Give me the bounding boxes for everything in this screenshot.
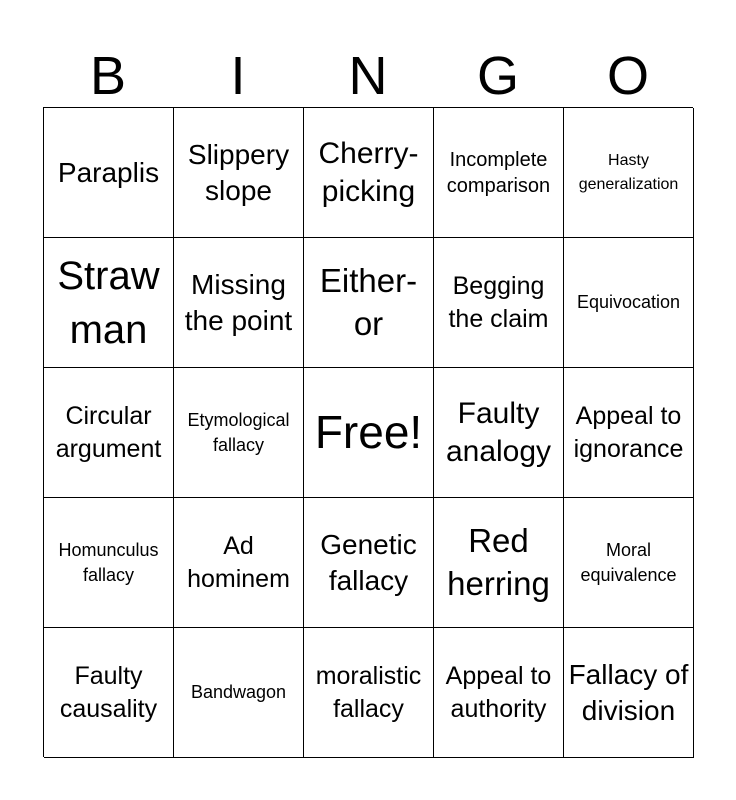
bingo-cell[interactable] xyxy=(434,238,564,368)
cell-label: Bandwagon xyxy=(190,682,287,703)
bingo-cell[interactable] xyxy=(174,108,304,238)
bingo-cell[interactable] xyxy=(174,628,304,758)
bingo-cell[interactable] xyxy=(44,368,174,498)
bingo-cell[interactable] xyxy=(304,108,434,238)
cell-label: Slippery slope xyxy=(187,138,290,206)
bingo-cell[interactable] xyxy=(434,628,564,758)
cell-label: Begging the claim xyxy=(448,272,549,333)
header-letter-i: I xyxy=(230,46,246,106)
bingo-cell[interactable] xyxy=(174,238,304,368)
bingo-board xyxy=(43,107,693,757)
bingo-cell[interactable] xyxy=(174,498,304,628)
cell-label: Circular argument xyxy=(55,402,162,463)
cell-label: Ad hominem xyxy=(187,532,290,593)
bingo-cell[interactable] xyxy=(564,368,694,498)
bingo-cell[interactable] xyxy=(44,498,174,628)
cell-label: Cherry-picking xyxy=(318,137,419,208)
bingo-cell[interactable] xyxy=(564,498,694,628)
cell-label: Faulty causality xyxy=(59,662,158,723)
free-space-label: Free! xyxy=(314,406,423,459)
cell-label: Appeal to authority xyxy=(445,662,552,723)
cell-label: Equivocation xyxy=(576,292,681,313)
bingo-cell[interactable] xyxy=(564,238,694,368)
header-letter-g: G xyxy=(476,46,519,106)
cell-label: Straw man xyxy=(57,253,160,352)
cell-label: Fallacy of division xyxy=(568,658,689,726)
bingo-cell[interactable] xyxy=(304,628,434,758)
header-letter-n: N xyxy=(348,46,388,106)
header-letter-o: O xyxy=(606,46,649,106)
bingo-cell[interactable] xyxy=(304,238,434,368)
cell-label: Paraplis xyxy=(57,156,160,188)
bingo-cell[interactable] xyxy=(304,498,434,628)
bingo-cell[interactable] xyxy=(434,368,564,498)
bingo-cell[interactable] xyxy=(44,108,174,238)
cell-label: Incomplete comparison xyxy=(446,148,551,197)
bingo-cell[interactable] xyxy=(434,108,564,238)
cell-label: moralistic fallacy xyxy=(315,662,422,723)
cell-label: Etymological fallacy xyxy=(187,410,290,455)
bingo-cell-free[interactable] xyxy=(304,368,434,498)
cell-label: Appeal to ignorance xyxy=(573,402,684,463)
cell-label: Genetic fallacy xyxy=(320,528,417,596)
cell-label: Homunculus fallacy xyxy=(58,540,159,585)
cell-label: Either-or xyxy=(319,261,418,342)
cell-label: Faulty analogy xyxy=(445,397,552,468)
bingo-cell[interactable] xyxy=(564,628,694,758)
bingo-cell[interactable] xyxy=(564,108,694,238)
cell-label: Red herring xyxy=(447,521,550,602)
header-letter-b: B xyxy=(89,46,127,106)
cell-label: Moral equivalence xyxy=(580,540,677,585)
bingo-cell[interactable] xyxy=(434,498,564,628)
cell-label: Missing the point xyxy=(184,268,293,336)
bingo-cell[interactable] xyxy=(44,628,174,758)
bingo-cell[interactable] xyxy=(44,238,174,368)
bingo-cell[interactable] xyxy=(174,368,304,498)
bingo-header xyxy=(43,44,693,108)
cell-label: Hasty generalization xyxy=(578,152,679,193)
